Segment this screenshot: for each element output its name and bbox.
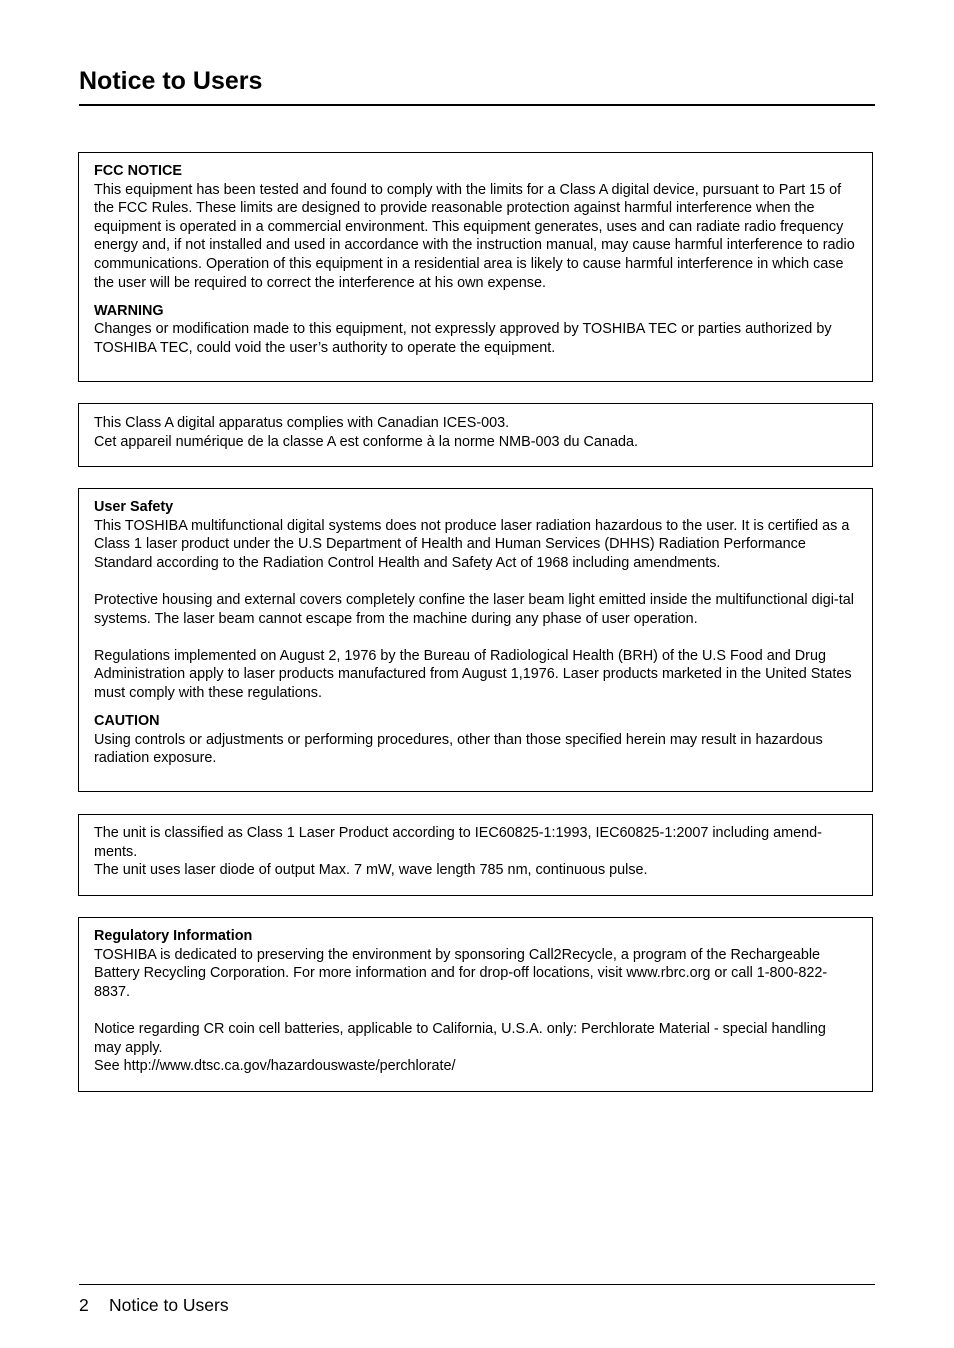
regulatory-para-2: Notice regarding CR coin cell batteries, applicable to California, U.S.A. only: Perchlorate Material - special handling may apply. — [94, 1020, 826, 1056]
regulatory-para-1: TOSHIBA is dedicated to preserving the environment by sponsoring Call2Recycle, a program of the Rechargeable Battery Recycling Corporation. For more information and for drop-off locations, visit www.rbrc.org or call 1-800-822-8837. — [94, 946, 828, 1000]
warning-body: Changes or modification made to this equipment, not expressly approved by TOSHIBA TEC or parties authorized by TOSHIBA TEC, could void the user’s authority to operate the equipment. — [94, 321, 832, 356]
caution-heading: CAUTION — [94, 713, 160, 730]
regulatory-box — [78, 917, 873, 1092]
fcc-notice-body: This equipment has been tested and found to comply with the limits for a Class A digital device, pursuant to Part 15 of the FCC Rules. These limits are designed to provide reasonable protection against harmful interference when the equipment is operated in a commercial environment. This equipment generates, uses and can radiate radio frequency energy and, if not installed and used in accordance with the instruction manual, may cause harmful interference to radio communications. Operation of this equipment in a residential area is likely to cause harmful interference in which case the user will be required to correct the interference at his own expense. — [94, 181, 855, 291]
regulatory-heading: Regulatory Information — [94, 928, 253, 944]
footer-divider — [79, 1284, 875, 1285]
user-safety-para-1: This TOSHIBA multifunctional digital systems does not produce laser radiation hazardous to the user. It is certified as a Class 1 laser product under the U.S Department of Health and Human Services (DHHS) Radiation Performance Standard according to the Radiation Control Health and Safety Act of 1968 including amendments. — [94, 517, 850, 571]
page-number: 2 — [79, 1295, 89, 1315]
laser-diode-spec: The unit uses laser diode of output Max. 7 mW, wave length 785 nm, continuous pulse. — [94, 862, 648, 879]
user-safety-para-3: Regulations implemented on August 2, 1976 by the Bureau of Radiological Health (BRH) of the U.S Food and Drug Administration apply to laser products manufactured from August 1,1976. Laser products marketed in the United States must comply with these regulations. — [94, 647, 852, 701]
ices-box — [78, 403, 873, 467]
fcc-notice-box — [78, 152, 873, 382]
caution-body: Using controls or adjustments or performing procedures, other than those specified herein may result in hazardous radiation exposure. — [94, 731, 823, 767]
user-safety-box — [78, 488, 873, 792]
user-safety-heading: User Safety — [94, 499, 174, 515]
page-footer — [79, 1294, 229, 1316]
user-safety-para-2: Protective housing and external covers completely confine the laser beam light emitted inside the multifunctional digi-tal systems. The laser beam cannot escape from the machine during any phase of user operation. — [94, 591, 854, 627]
regulatory-para-3: See http://www.dtsc.ca.gov/hazardouswaste/perchlorate/ — [94, 1058, 456, 1075]
fcc-notice-heading: FCC NOTICE — [94, 163, 182, 179]
ices-english: This Class A digital apparatus complies with Canadian ICES-003. — [94, 415, 510, 431]
laser-classification: The unit is classified as Class 1 Laser Product according to IEC60825-1:1993, IEC60825-1:2007 including amend-ments. — [94, 825, 822, 860]
laser-class-box — [78, 814, 873, 896]
ices-french: Cet appareil numérique de la classe A est conforme à la norme NMB-003 du Canada. — [94, 433, 638, 450]
footer-section-title: Notice to Users — [109, 1295, 229, 1315]
title-divider — [79, 104, 875, 106]
warning-heading: WARNING — [94, 302, 164, 319]
page-title: Notice to Users — [79, 67, 263, 95]
